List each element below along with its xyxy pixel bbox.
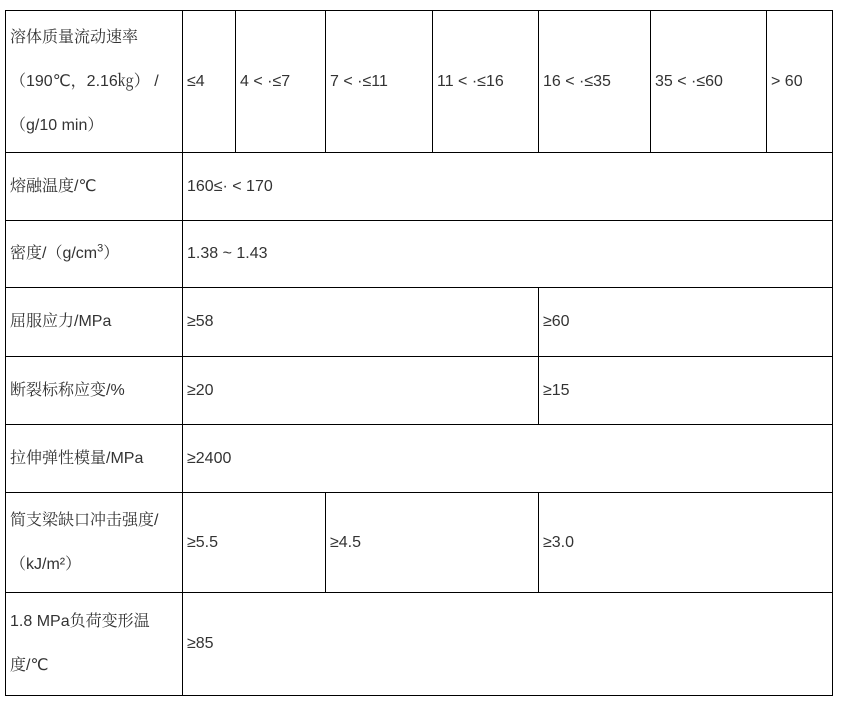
cell-yield-stress-value-2: ≥60	[539, 288, 833, 357]
cell-mfr-range-6: 35 < ·≤60	[651, 11, 767, 153]
row-tensile-modulus	[6, 425, 833, 493]
cell-nominal-strain-value-1: ≥20	[183, 357, 539, 425]
row-label-line: 溶体质量流动速率	[10, 28, 139, 46]
cell-yield-stress-value-1: ≥58	[183, 288, 539, 357]
superscript: 3	[97, 242, 104, 255]
row-label-line: （190℃，2.16㎏） /	[10, 72, 159, 90]
row-label-melting-temperature: 熔融温度/℃	[6, 153, 183, 221]
row-label-melt-flow-rate	[6, 11, 183, 153]
row-label-text: 密度/（g/cm	[10, 245, 98, 262]
cell-mfr-range-7: > 60	[767, 11, 833, 153]
row-charpy-impact	[6, 493, 833, 593]
row-label-line: 1.8 MPa负荷变形温	[10, 613, 150, 630]
cell-mfr-range-2: 4 < ·≤7	[236, 11, 326, 153]
material-properties-table	[5, 10, 833, 696]
row-label-density	[6, 221, 183, 288]
row-label-yield-stress: 屈服应力/MPa	[6, 288, 183, 357]
row-heat-deflection-temperature	[6, 593, 833, 696]
row-label-tensile-modulus: 拉伸弹性模量/MPa	[6, 425, 183, 493]
cell-nominal-strain-value-2: ≥15	[539, 357, 833, 425]
row-melting-temperature	[6, 153, 833, 221]
row-melt-flow-rate	[6, 11, 833, 153]
row-label-charpy-impact	[6, 493, 183, 593]
row-label-text: ）	[103, 245, 120, 262]
row-yield-stress	[6, 288, 833, 357]
row-label-line: 简支梁缺口冲击强度/	[10, 511, 159, 529]
row-nominal-strain	[6, 357, 833, 425]
cell-tensile-modulus-value: ≥2400	[183, 425, 833, 493]
row-label-nominal-strain: 断裂标称应变/%	[6, 357, 183, 425]
cell-charpy-impact-value-1: ≥5.5	[183, 493, 326, 593]
cell-density-value: 1.38 ~ 1.43	[183, 221, 833, 288]
cell-mfr-range-3: 7 < ·≤11	[326, 11, 433, 153]
cell-mfr-range-5: 16 < ·≤35	[539, 11, 651, 153]
row-label-heat-deflection-temperature	[6, 593, 183, 696]
cell-melting-temperature-value: 160≤· < 170	[183, 153, 833, 221]
cell-mfr-range-1: ≤4	[183, 11, 236, 153]
row-density	[6, 221, 833, 288]
row-label-line: （kJ/m²）	[10, 555, 82, 573]
cell-hdt-value: ≥85	[183, 593, 833, 696]
cell-mfr-range-4: 11 < ·≤16	[433, 11, 539, 153]
cell-charpy-impact-value-3: ≥3.0	[539, 493, 833, 593]
cell-charpy-impact-value-2: ≥4.5	[326, 493, 539, 593]
row-label-line: 度/℃	[10, 657, 49, 674]
row-label-line: （g/10 min）	[10, 116, 104, 134]
